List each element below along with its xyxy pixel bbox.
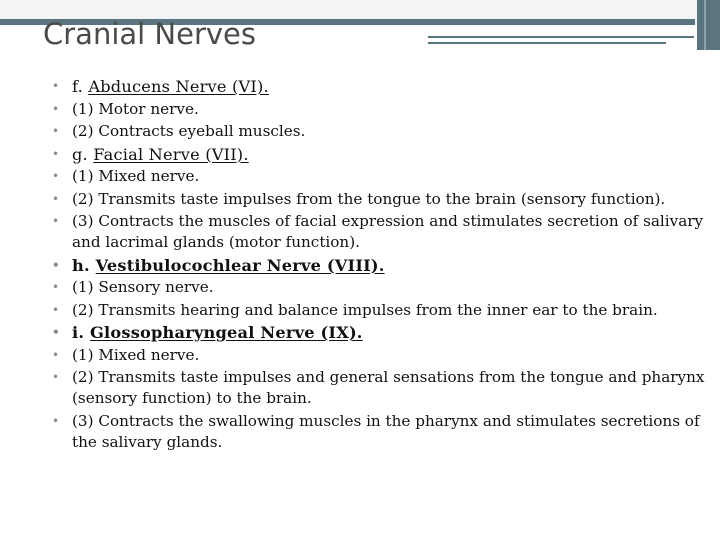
- bullet-item: • (3) Contracts the muscles of facial expression and stimulates secretion of salivary and lacrimal glands (motor function).: [52, 211, 712, 253]
- corner-accent-block: [697, 0, 720, 50]
- header-accent-line: [428, 42, 666, 44]
- header-accent-line: [428, 36, 694, 38]
- bullet-item: • (2) Transmits hearing and balance impulses from the inner ear to the brain.: [52, 300, 712, 321]
- bullet-item: [52, 144, 712, 165]
- bullet-item: [52, 76, 712, 97]
- bullet-item: • (1) Sensory nerve.: [52, 277, 712, 298]
- nerve-prefix: g.: [72, 144, 94, 164]
- bullet-item: • (1) Mixed nerve.: [52, 166, 712, 187]
- nerve-heading: Vestibulocochlear Nerve (VIII).: [95, 255, 385, 275]
- bullet-item: • (2) Transmits taste impulses from the tongue to the brain (sensory function).: [52, 189, 712, 210]
- nerve-prefix: h.: [72, 255, 96, 275]
- bullet-item: • (2) Contracts eyeball muscles.: [52, 121, 712, 142]
- bullet-item: • (1) Mixed nerve.: [52, 345, 712, 366]
- bullet-item: • (1) Motor nerve.: [52, 99, 712, 120]
- nerve-heading: Facial Nerve (VII).: [93, 144, 249, 164]
- slide-title: Cranial Nerves: [43, 17, 256, 51]
- nerve-prefix: f.: [72, 77, 89, 96]
- bullet-item: • (2) Transmits taste impulses and general sensations from the tongue and pharynx (sensory function) to the brain.: [52, 367, 712, 409]
- bullet-item: [52, 255, 712, 276]
- nerve-heading: Glossopharyngeal Nerve (IX).: [90, 323, 363, 342]
- bullet-item: [52, 322, 712, 343]
- corner-accent-stripe: [704, 0, 706, 50]
- nerve-prefix: i.: [72, 323, 91, 342]
- bullet-item: • (3) Contracts the swallowing muscles in the pharynx and stimulates secretions of the salivary glands.: [52, 411, 712, 453]
- bullet-list: [52, 76, 712, 454]
- nerve-heading: Abducens Nerve (VI).: [88, 77, 269, 96]
